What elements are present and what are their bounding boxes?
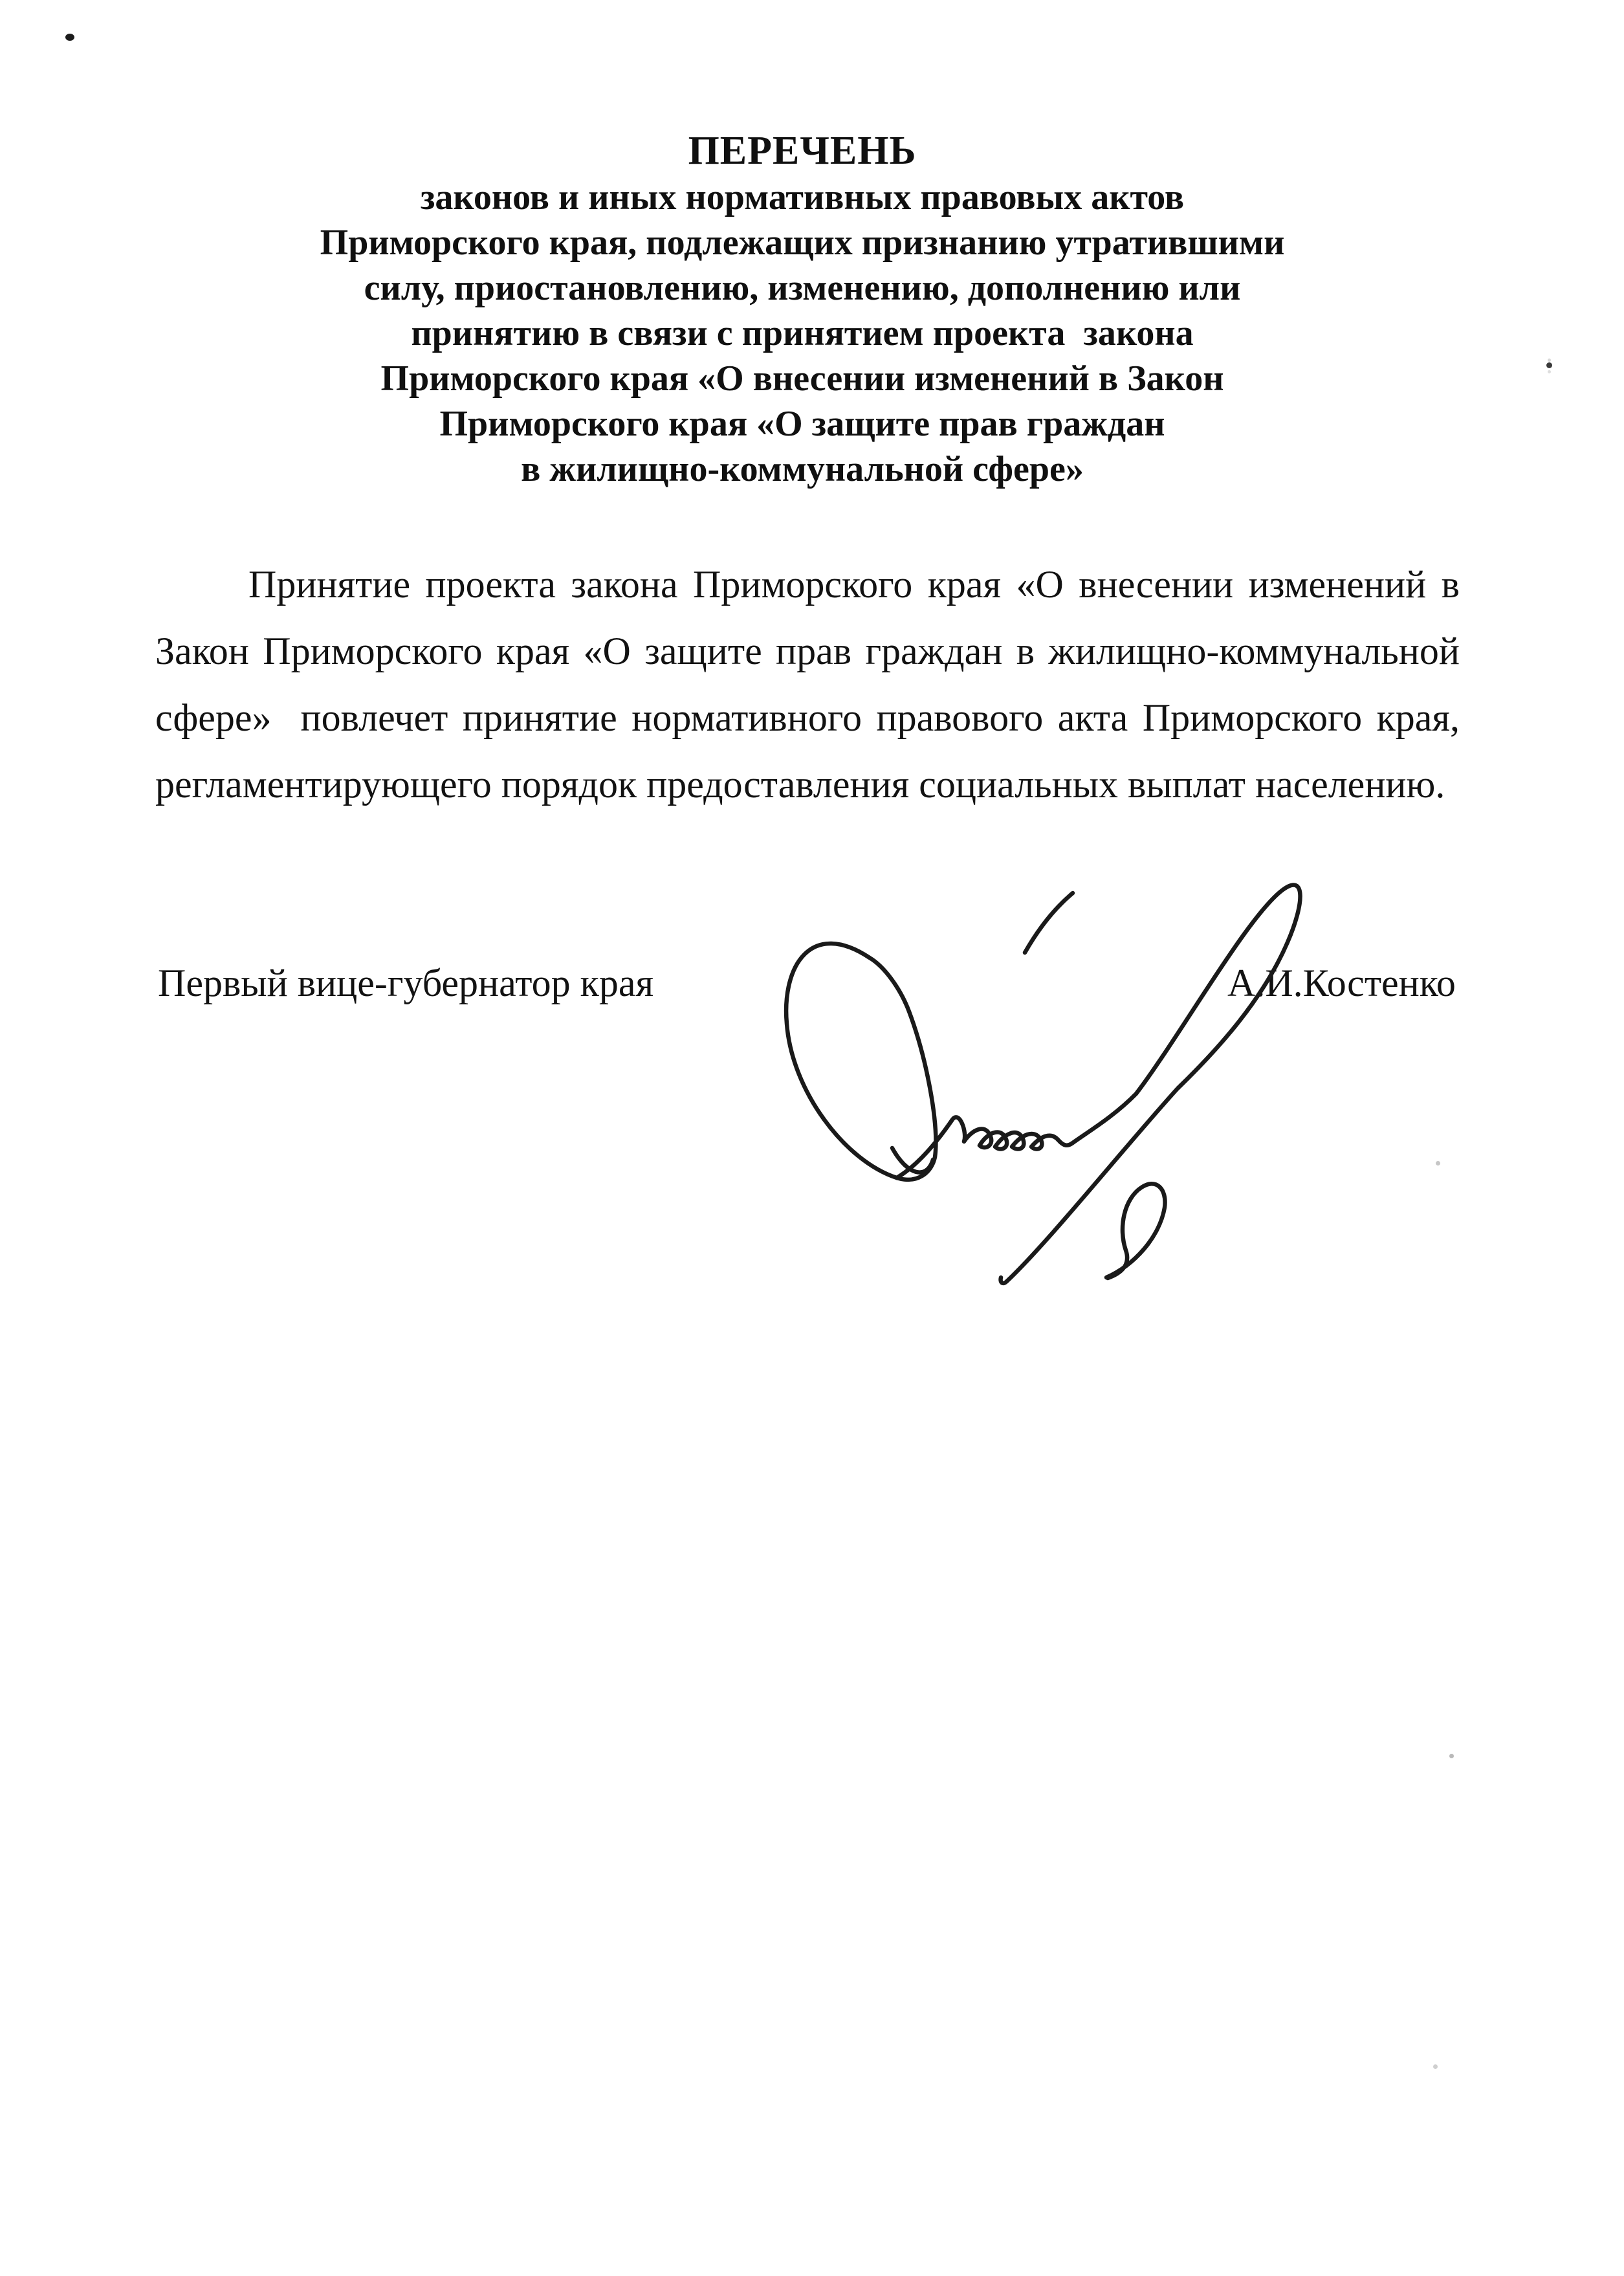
heading-line: законов и иных нормативных правовых актов bbox=[420, 177, 1185, 217]
handwritten-signature bbox=[744, 861, 1359, 1314]
body-paragraph bbox=[155, 551, 1460, 818]
ink-speck bbox=[1449, 1754, 1454, 1758]
heading-line: Приморского края «О защите прав граждан bbox=[439, 404, 1165, 444]
heading-line: принятию в связи с принятием проекта закона bbox=[411, 313, 1194, 353]
ink-speck bbox=[1433, 2064, 1438, 2069]
heading-line: Приморского края «О внесении изменений в Закон bbox=[380, 359, 1224, 399]
body-line: Принятие проекта закона Приморского края «О внесении изменений в bbox=[248, 563, 1460, 606]
ink-speck bbox=[65, 34, 74, 41]
signature-position-title: Первый вице-губернатор края bbox=[158, 962, 654, 1004]
ink-speck bbox=[1436, 1161, 1440, 1166]
signature-name: А.И.Костенко bbox=[1227, 962, 1456, 1004]
heading-line: в жилищно-коммунальной сфере» bbox=[521, 449, 1084, 489]
document-heading bbox=[0, 127, 1605, 492]
page-title: ПЕРЕЧЕНЬ bbox=[688, 129, 917, 173]
body-line: Закон Приморского края «О защите прав граждан в жилищно-коммунальной bbox=[155, 630, 1460, 672]
heading-line: силу, приостановлению, изменению, дополнению или bbox=[364, 268, 1241, 308]
body-line: регламентирующего порядок предоставления социальных выплат населению. bbox=[155, 763, 1445, 806]
body-line: сфере» повлечет принятие нормативного правового акта Приморского края, bbox=[155, 696, 1460, 739]
heading-line: Приморского края, подлежащих признанию утратившими bbox=[320, 223, 1285, 263]
